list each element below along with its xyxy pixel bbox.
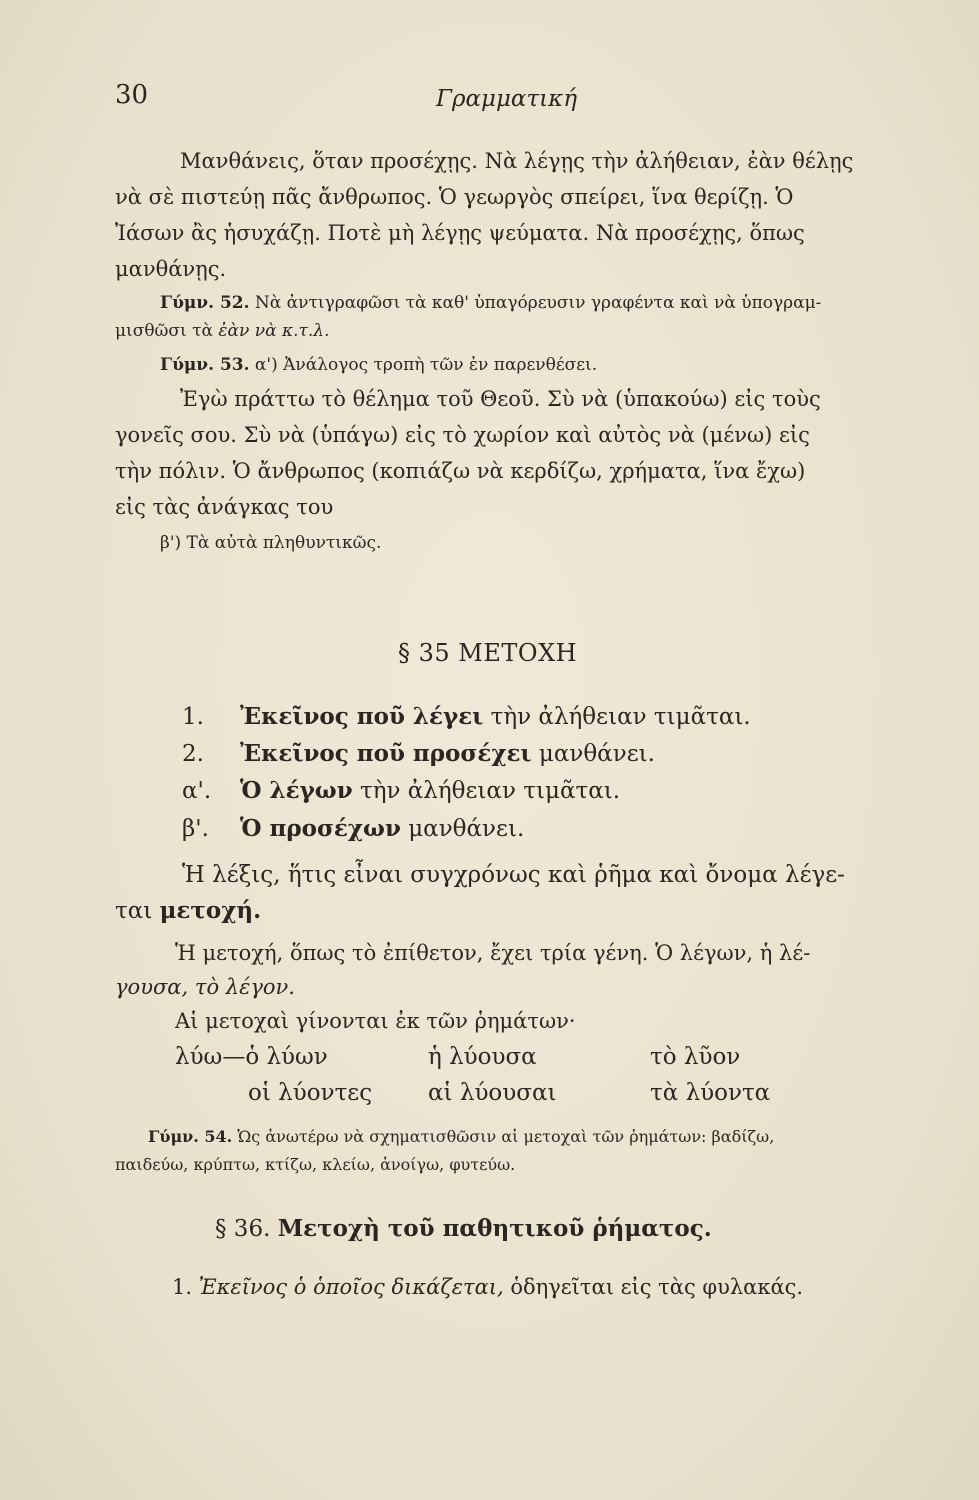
exercise-line: τὴν πόλιν. Ὁ ἄνθρωπος (κοπιάζω νὰ κερδίζω, χρήματα, ἵνα ἔχω) (115, 459, 806, 483)
section-36-heading (215, 1216, 712, 1242)
item-number: β'. (182, 816, 209, 842)
item-number: 2. (182, 741, 204, 767)
exercise-54 (148, 1124, 774, 1150)
item-text: τὴν ἀλήθειαν τιμᾶται. (352, 778, 621, 804)
item-text: μανθάνει. (531, 741, 655, 767)
section-title: Μετοχὴ τοῦ παθητικοῦ ῥήματος. (277, 1215, 712, 1242)
exercise-label: Γύμν. 53. (160, 355, 250, 375)
item-bold: Ὁ λέγων (240, 777, 353, 804)
participle-cell: τὰ λύοντα (650, 1080, 771, 1106)
paragraph-line: Ἰάσων ἂς ἡσυχάζῃ. Ποτὲ μὴ λέγῃς ψεύματα. Νὰ προσέχῃς, ὅπως (115, 221, 805, 245)
exercise-line: γονεῖς σου. Σὺ νὰ (ὑπάγω) εἰς τὸ χωρίον καὶ αὐτὸς νὰ (μένω) εἰς (115, 423, 810, 447)
exercise-text: Ὡς ἀνωτέρω νὰ σχηματισθῶσιν αἱ μετοχαὶ τῶν ῥημάτων: βαδίζω, (237, 1127, 775, 1146)
item-bold: Ἐκεῖνος ποῦ προσέχει (240, 740, 532, 767)
paragraph-line: Μανθάνεις, ὅταν προσέχῃς. Νὰ λέγῃς τὴν ἀλήθειαν, ἐὰν θέλῃς (180, 149, 854, 173)
item-bold: Ἐκεῖνος ποῦ λέγει (240, 703, 484, 730)
exercise-52 (160, 290, 821, 316)
participle-cell: ἡ λύουσα (428, 1044, 537, 1070)
paragraph-line: μανθάνῃς. (115, 257, 227, 281)
item-text: μανθάνει. (400, 816, 525, 842)
example-item (182, 741, 655, 767)
item-bold: Ὁ προσέχων (240, 815, 401, 842)
definition-term: μετοχή. (159, 897, 262, 924)
exercise-line: β') Τὰ αὐτὰ πληθυντικῶς. (160, 533, 382, 553)
gender-line: Ἡ μετοχή, ὅπως τὸ ἐπίθετον, ἔχει τρία γένη. Ὁ λέγων, ἡ λέ- (175, 941, 811, 965)
exercise-label: Γύμν. 52. (160, 293, 250, 313)
exercise-label: Γύμν. 54. (148, 1127, 233, 1146)
exercise-line: εἰς τὰς ἀνάγκας του (115, 495, 334, 519)
participle-cell: τὸ λῦον (650, 1044, 741, 1070)
section-36-item (172, 1274, 803, 1300)
paragraph-line: νὰ σὲ πιστεύῃ πᾶς ἄνθρωπος. Ὁ γεωργὸς σπείρει, ἵνα θερίζῃ. Ὁ (115, 185, 794, 209)
item-text: τὴν ἀλήθειαν τιμᾶται. (483, 704, 751, 730)
section-number: § 36. (215, 1216, 271, 1242)
exercise-line: Ἐγὼ πράττω τὸ θέλημα τοῦ Θεοῦ. Σὺ νὰ (ὑπακούω) εἰς τοὺς (180, 387, 821, 411)
item-italic: Ἐκεῖνος ὁ ὁποῖος δικάζεται, (198, 1275, 504, 1299)
section-heading: § 35 ΜΕΤΟΧΗ (398, 639, 578, 667)
exercise-text: Νὰ ἀντιγραφῶσι τὰ καθ' ὑπαγόρευσιν γραφέντα καὶ νὰ ὑπογραμ- (254, 293, 822, 313)
item-number: α'. (182, 778, 212, 804)
exercise-52-line2 (115, 318, 330, 344)
exercise-line: παιδεύω, κρύπτω, κτίζω, κλείω, ἀνοίγω, φυτεύω. (115, 1155, 516, 1174)
participle-cell: αἱ λύουσαι (428, 1080, 557, 1106)
participle-cell: λύω—ὁ λύων (175, 1044, 328, 1070)
exercise-text: α') Ἀνάλογος τροπὴ τῶν ἐν παρενθέσει. (254, 355, 598, 375)
item-number: 1. (172, 1275, 193, 1299)
definition-text: ται (115, 898, 160, 924)
page-number: 30 (115, 80, 149, 110)
example-item (182, 704, 751, 730)
participle-cell: οἱ λύοντες (248, 1080, 373, 1106)
exercise-text: μισθῶσι τὰ (115, 321, 219, 341)
example-item (182, 816, 524, 842)
from-line: Αἱ μετοχαὶ γίνονται ἐκ τῶν ῥημάτων· (175, 1009, 576, 1033)
gender-line: γουσα, τὸ λέγον. (115, 975, 295, 999)
item-text: ὁδηγεῖται εἰς τὰς φυλακάς. (510, 1275, 804, 1299)
item-number: 1. (182, 704, 204, 730)
definition-line (115, 898, 261, 924)
definition-line: Ἡ λέξις, ἥτις εἶναι συγχρόνως καὶ ῥῆμα καὶ ὄνομα λέγε- (182, 862, 845, 888)
exercise-53 (160, 352, 597, 378)
exercise-italic: ἐὰν νὰ κ.τ.λ. (218, 321, 330, 341)
running-title: Γραμματική (436, 86, 578, 112)
example-item (182, 778, 620, 804)
